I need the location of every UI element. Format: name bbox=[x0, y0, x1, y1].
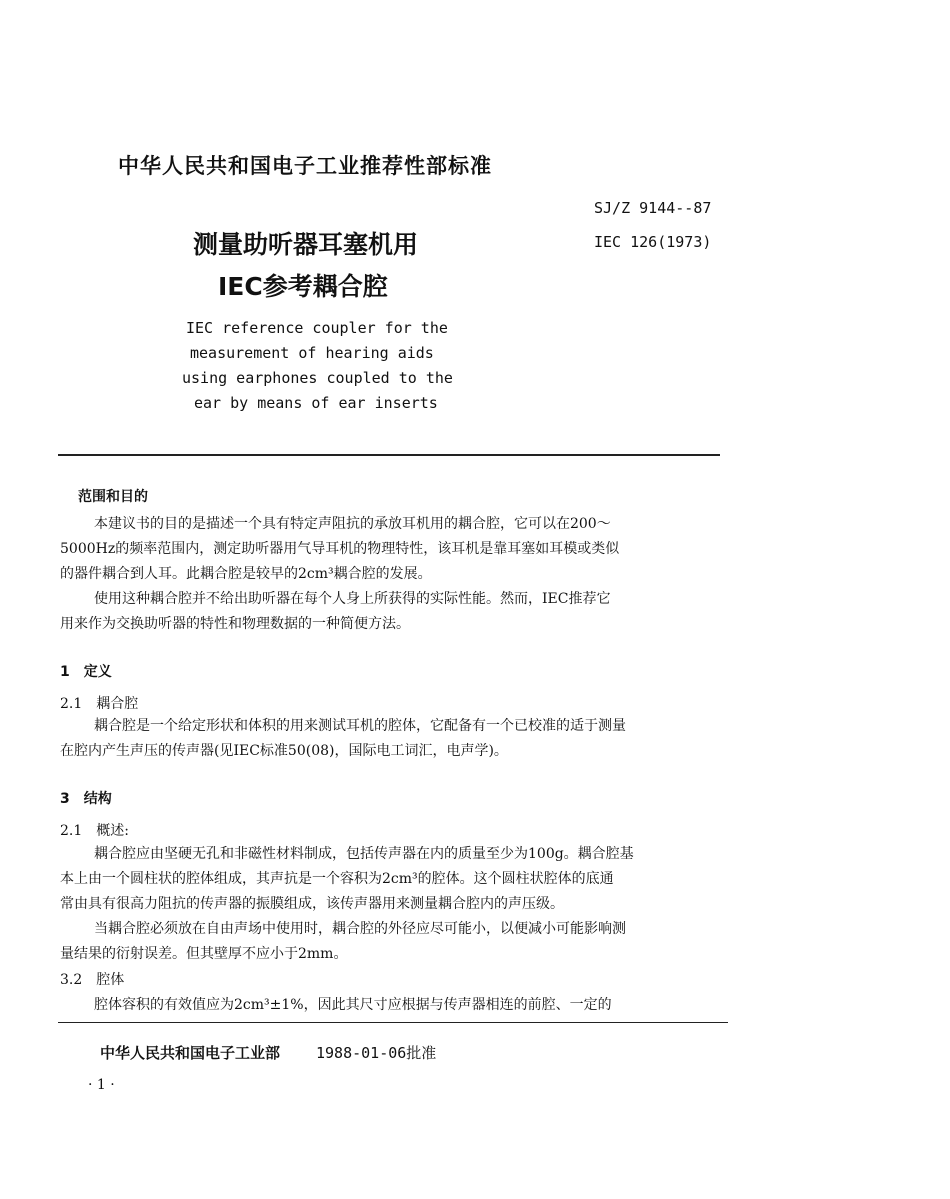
construction-paragraph-1-line-1: 耦合腔应由坚硬无孔和非磁性材料制成，包括传声器在内的质量至少为100g。耦合腔基 bbox=[94, 846, 634, 862]
construction-paragraph-2-line-1: 当耦合腔必须放在自由声场中使用时，耦合腔的外径应尽可能小，以便减小可能影响测 bbox=[94, 921, 626, 937]
construction-paragraph-1-line-2: 本上由一个圆柱状的腔体组成，其声抗是一个容积为2cm³的腔体。这个圆柱状腔体的底通 bbox=[60, 871, 614, 887]
issuing-authority: 中华人民共和国电子工业推荐性部标准 bbox=[118, 154, 492, 178]
title-english-line-2: measurement of hearing aids bbox=[190, 344, 434, 362]
clause-3-2-heading: 3.2 腔体 bbox=[60, 972, 125, 988]
footer-ministry: 中华人民共和国电子工业部 bbox=[100, 1044, 281, 1062]
scope-paragraph-1-line-1: 本建议书的目的是描述一个具有特定声阻抗的承放耳机用的耦合腔，它可以在200～ bbox=[94, 516, 611, 532]
definition-line-1: 耦合腔是一个给定形状和体积的用来测试耳机的腔体，它配备有一个已校准的适于测量 bbox=[94, 718, 626, 734]
title-chinese-line-2: IEC参考耦合腔 bbox=[218, 272, 388, 301]
title-english-line-1: IEC reference coupler for the bbox=[186, 319, 448, 337]
header-divider bbox=[58, 454, 720, 456]
approval-date: 1988-01-06批准 bbox=[316, 1044, 437, 1062]
section-3-heading: 3 结构 bbox=[60, 791, 112, 807]
scope-heading: 范围和目的 bbox=[78, 489, 148, 505]
scope-paragraph-1-line-2: 5000Hz的频率范围内，测定助听器用气导耳机的物理特性，该耳机是靠耳塞如耳模或类似 bbox=[60, 541, 620, 557]
construction-paragraph-1-line-3: 常由具有很高力阻抗的传声器的振膜组成，该传声器用来测量耦合腔内的声压级。 bbox=[60, 896, 564, 912]
iec-reference-number: IEC 126(1973) bbox=[594, 233, 712, 251]
construction-paragraph-2-line-2: 量结果的衍射误差。但其壁厚不应小于2mm。 bbox=[60, 946, 348, 962]
clause-2-1-heading: 2.1 耦合腔 bbox=[60, 696, 139, 712]
title-english-line-4: ear by means of ear inserts bbox=[194, 394, 438, 412]
title-chinese-line-1: 测量助听器耳塞机用 bbox=[193, 230, 419, 259]
scope-paragraph-2-line-1: 使用这种耦合腔并不给出助听器在每个人身上所获得的实际性能。然而，IEC推荐它 bbox=[94, 591, 611, 607]
page-number: · 1 · bbox=[88, 1077, 115, 1093]
standard-number: SJ/Z 9144--87 bbox=[594, 199, 712, 217]
section-1-heading: 1 定义 bbox=[60, 664, 112, 680]
definition-line-2: 在腔内产生声压的传声器(见IEC标准50(08)，国际电工词汇，电声学)。 bbox=[60, 743, 508, 759]
footer-divider bbox=[58, 1022, 728, 1023]
title-english-line-3: using earphones coupled to the bbox=[182, 369, 453, 387]
scope-paragraph-2-line-2: 用来作为交换助听器的特性和物理数据的一种简便方法。 bbox=[60, 616, 410, 632]
cavity-paragraph-line-1: 腔体容积的有效值应为2cm³±1%，因此其尺寸应根据与传声器相连的前腔、一定的 bbox=[94, 997, 612, 1013]
scope-paragraph-1-line-3: 的器件耦合到人耳。此耦合腔是较早的2cm³耦合腔的发展。 bbox=[60, 566, 432, 582]
overview-heading: 2.1 概述: bbox=[60, 823, 129, 839]
